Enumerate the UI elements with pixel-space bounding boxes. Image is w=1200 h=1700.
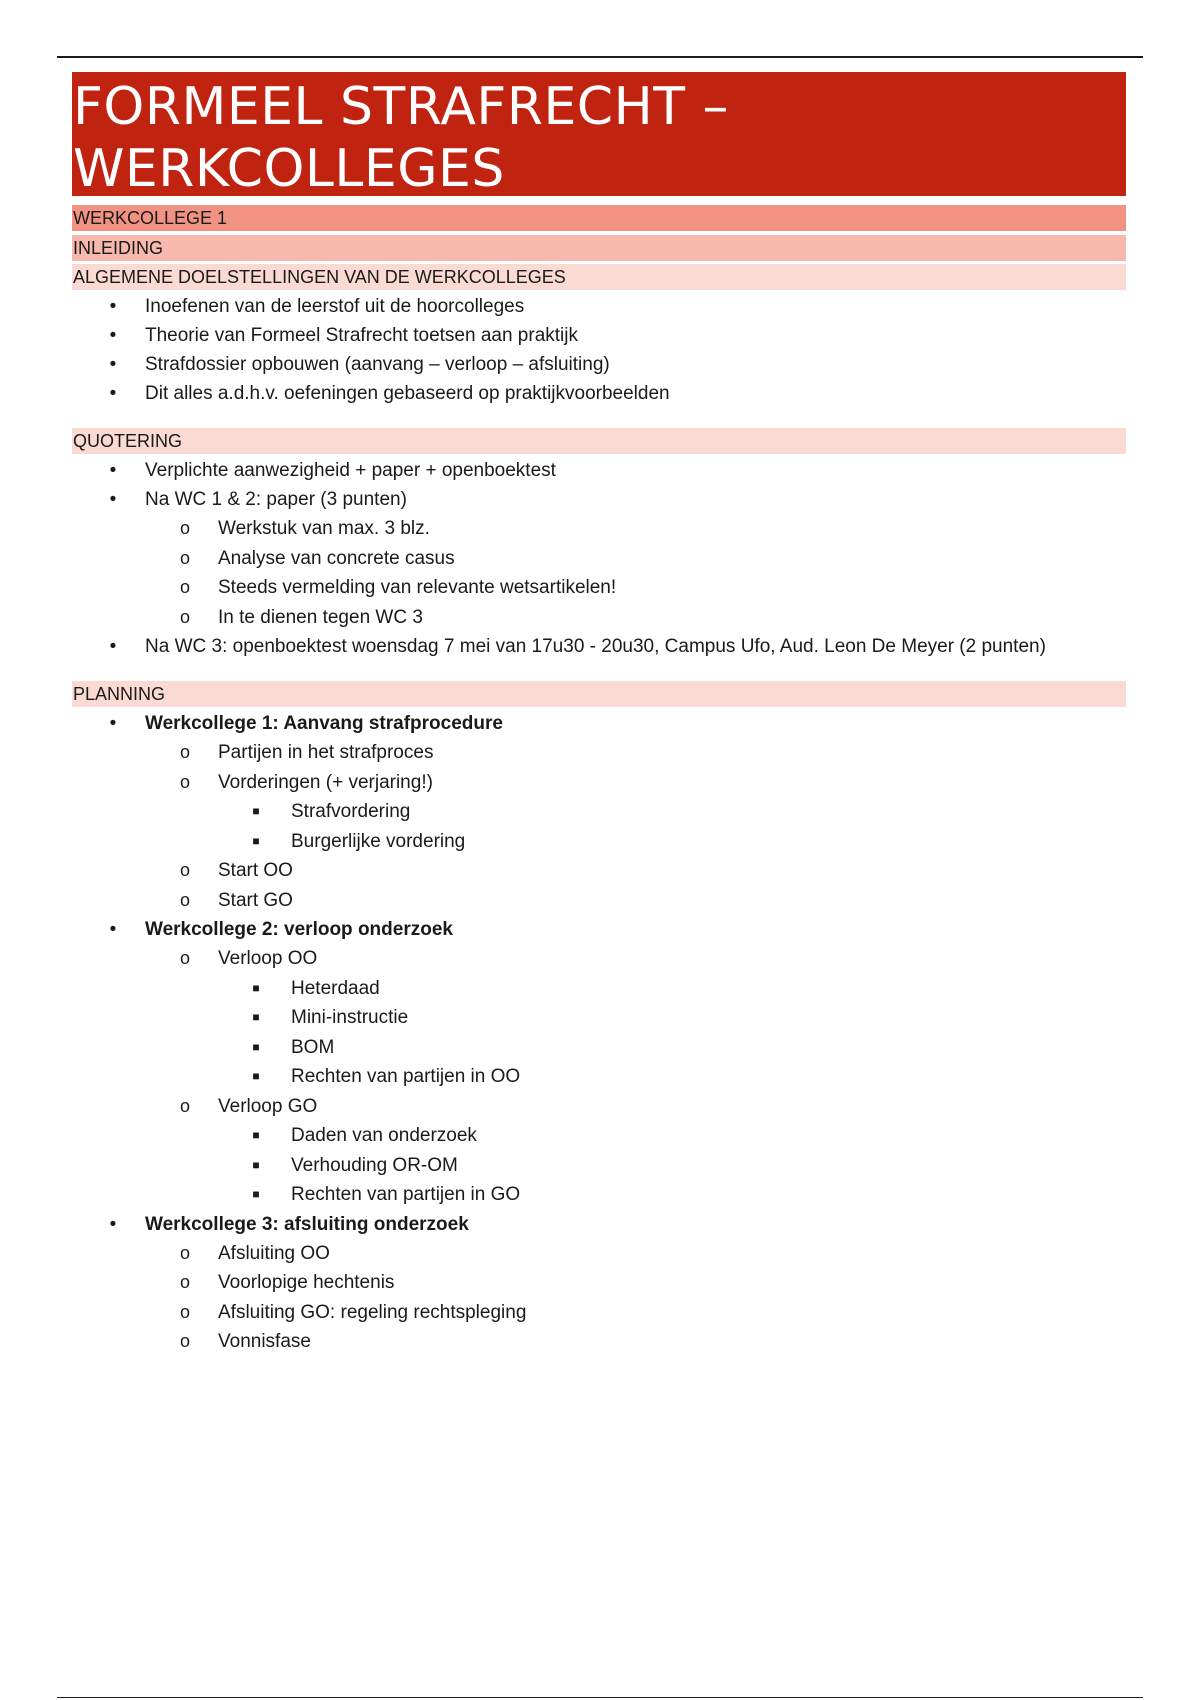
- list-item: o Afsluiting GO: regeling rechtspleging: [145, 1298, 1126, 1328]
- circle-bullet-icon: o: [179, 1331, 190, 1351]
- list-item: ■ Rechten van partijen in OO: [218, 1062, 1126, 1092]
- list-item: • Inoefenen van de leerstof uit de hoorcolleges: [72, 292, 1126, 321]
- circle-bullet-icon: o: [179, 577, 190, 597]
- circle-bullet-icon: o: [179, 771, 190, 792]
- list-item: • Werkcollege 3: afsluiting onderzoek o Afsluiting OO o Voorlopige hechtenis o Afsluiting GO: regeling rechtspleging o Vonnisfase: [72, 1210, 1126, 1357]
- heading-inleiding: INLEIDING: [72, 235, 1126, 261]
- square-bullet-icon: ■: [252, 833, 260, 848]
- list-item: o Vorderingen (+ verjaring!) ■ Strafvordering ■ Burgerlijke vordering: [145, 768, 1126, 857]
- circle-bullet-icon: o: [179, 1242, 190, 1263]
- bullet-icon: •: [109, 354, 117, 375]
- list-item: ■ Burgerlijke vordering: [218, 827, 1126, 857]
- doelstellingen-list: [72, 292, 1126, 408]
- list-item: o Steeds vermelding van relevante wetsartikelen!: [145, 573, 1126, 603]
- square-bullet-icon: ■: [252, 980, 260, 995]
- list-item: ■ Verhouding OR-OM: [218, 1151, 1126, 1181]
- bullet-icon: •: [109, 636, 117, 657]
- circle-bullet-icon: o: [179, 1272, 190, 1292]
- list-item: • Verplichte aanwezigheid + paper + openboektest: [72, 456, 1126, 485]
- list-item: ■ Mini-instructie: [218, 1003, 1126, 1033]
- square-bullet-icon: ■: [252, 1157, 260, 1172]
- wc2-sublist: [145, 944, 1126, 1210]
- circle-bullet-icon: o: [179, 518, 190, 538]
- list-item: o Analyse van concrete casus: [145, 544, 1126, 574]
- list-item: o Partijen in het strafproces: [145, 738, 1126, 768]
- circle-bullet-icon: o: [179, 889, 190, 910]
- square-bullet-icon: ■: [252, 1187, 260, 1201]
- list-item: • Werkcollege 1: Aanvang strafprocedure o Partijen in het strafproces o Vorderingen (+ verjaring!) ■ Strafvordering ■ Burgerlijke vordering o Start OO o Start GO: [72, 709, 1126, 915]
- circle-bullet-icon: o: [179, 606, 190, 627]
- bottom-rule: [57, 1697, 1143, 1698]
- list-item: • Strafdossier opbouwen (aanvang – verloop – afsluiting): [72, 350, 1126, 379]
- list-item: • Werkcollege 2: verloop onderzoek o Verloop OO ■ Heterdaad ■ Mini-instructie ■ BOM ■ Rechten van partijen in OO o Verloop GO ■ Daden van onderzoek ■ Verhouding OR-OM ■ Rechten van partijen in GO: [72, 915, 1126, 1210]
- list-item: o Vonnisfase: [145, 1327, 1126, 1357]
- list-item: o Verloop GO ■ Daden van onderzoek ■ Verhouding OR-OM ■ Rechten van partijen in GO: [145, 1092, 1126, 1210]
- list-item: o Verloop OO ■ Heterdaad ■ Mini-instructie ■ BOM ■ Rechten van partijen in OO: [145, 944, 1126, 1092]
- square-bullet-icon: ■: [252, 1010, 260, 1024]
- bullet-icon: •: [109, 460, 117, 481]
- list-item: • Na WC 3: openboektest woensdag 7 mei van 17u30 - 20u30, Campus Ufo, Aud. Leon De Meyer (2 punten): [72, 632, 1126, 661]
- list-item: o Start GO: [145, 886, 1126, 916]
- circle-bullet-icon: o: [179, 1095, 190, 1116]
- list-item: ■ BOM: [218, 1033, 1126, 1063]
- square-bullet-icon: ■: [252, 1039, 260, 1054]
- circle-bullet-icon: o: [179, 547, 190, 568]
- list-item: o Start OO: [145, 856, 1126, 886]
- list-item: ■ Heterdaad: [218, 974, 1126, 1004]
- list-item: • Dit alles a.d.h.v. oefeningen gebaseerd op praktijkvoorbeelden: [72, 379, 1126, 408]
- circle-bullet-icon: o: [179, 1301, 190, 1322]
- verloop-oo-sublist: [218, 974, 1126, 1092]
- list-item: o Voorlopige hechtenis: [145, 1268, 1126, 1298]
- vorderingen-sublist: [218, 797, 1126, 856]
- list-item: o Werkstuk van max. 3 blz.: [145, 514, 1126, 544]
- document-body: [72, 72, 1126, 1357]
- bullet-icon: •: [109, 489, 117, 510]
- circle-bullet-icon: o: [179, 860, 190, 880]
- document-title: FORMEEL STRAFRECHT – WERKCOLLEGES: [72, 72, 1126, 196]
- list-item: ■ Daden van onderzoek: [218, 1121, 1126, 1151]
- heading-werkcollege: WERKCOLLEGE 1: [72, 205, 1126, 231]
- verloop-go-sublist: [218, 1121, 1126, 1210]
- wc1-sublist: [145, 738, 1126, 915]
- bullet-icon: •: [109, 1213, 117, 1235]
- circle-bullet-icon: o: [179, 948, 190, 968]
- circle-bullet-icon: o: [179, 742, 190, 762]
- heading-quotering: QUOTERING: [72, 428, 1126, 454]
- list-item: • Na WC 1 & 2: paper (3 punten) o Werkstuk van max. 3 blz. o Analyse van concrete casus o Steeds vermelding van relevante wetsartikelen! o In te dienen tegen WC 3: [72, 485, 1126, 632]
- bullet-icon: •: [109, 713, 117, 734]
- heading-doelstellingen: ALGEMENE DOELSTELLINGEN VAN DE WERKCOLLEGES: [72, 264, 1126, 290]
- bullet-icon: •: [109, 919, 117, 940]
- paper-sublist: [145, 514, 1126, 632]
- square-bullet-icon: ■: [252, 1128, 260, 1142]
- square-bullet-icon: ■: [252, 1069, 260, 1083]
- list-item: o In te dienen tegen WC 3: [145, 603, 1126, 633]
- top-rule: [57, 56, 1143, 58]
- bullet-icon: •: [109, 296, 117, 317]
- list-item: ■ Strafvordering: [218, 797, 1126, 827]
- list-item: ■ Rechten van partijen in GO: [218, 1180, 1126, 1210]
- wc3-sublist: [145, 1239, 1126, 1357]
- bullet-icon: •: [109, 325, 117, 346]
- list-item: o Afsluiting OO: [145, 1239, 1126, 1269]
- square-bullet-icon: ■: [252, 804, 260, 818]
- heading-planning: PLANNING: [72, 681, 1126, 707]
- bullet-icon: •: [109, 383, 117, 404]
- planning-list: [72, 709, 1126, 1357]
- quotering-list: [72, 456, 1126, 661]
- list-item: • Theorie van Formeel Strafrecht toetsen aan praktijk: [72, 321, 1126, 350]
